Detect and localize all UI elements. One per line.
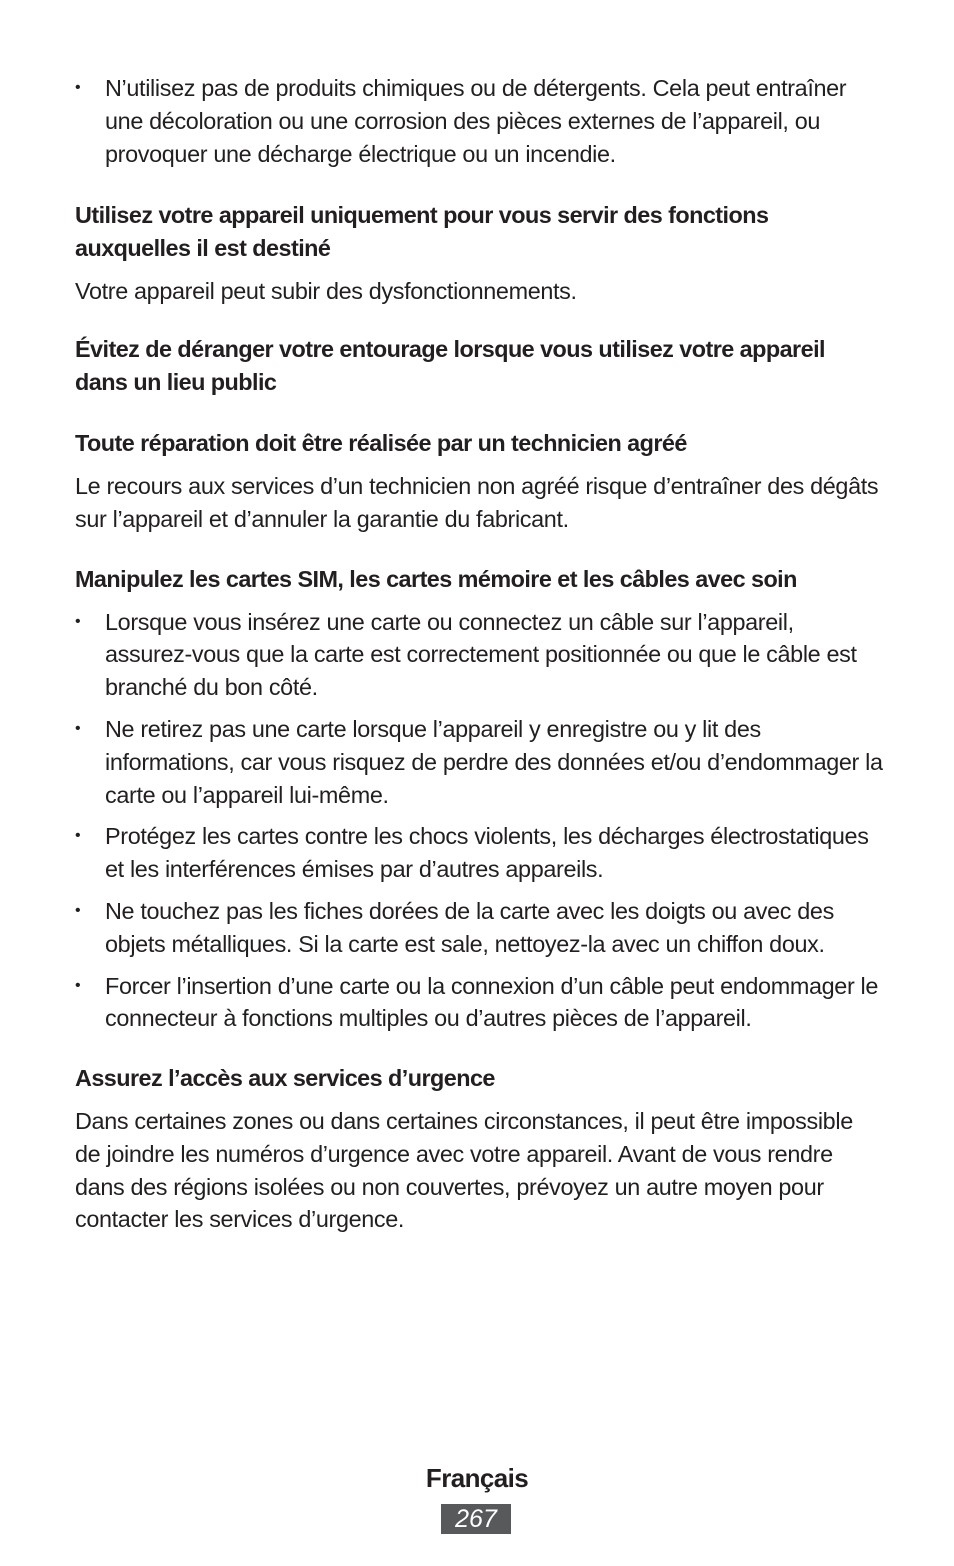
section-heading-repair: Toute réparation doit être réalisée par un technicien agréé — [75, 430, 687, 457]
list-item — [75, 820, 883, 886]
list-item — [75, 606, 883, 704]
list-item — [75, 970, 883, 1036]
list-item — [75, 895, 883, 961]
section-text-repair: Le recours aux services d’un technicien non agréé risque d’entraîner des dégâts sur l’appareil et d’annuler la garantie du fabricant. — [75, 473, 879, 532]
bullet-icon: • — [75, 612, 81, 630]
section-heading-emergency: Assurez l’accès aux services d’urgence — [75, 1065, 495, 1092]
cards-bullet-list — [75, 606, 883, 1036]
list-item — [75, 72, 883, 170]
bullet-icon: • — [75, 719, 81, 737]
section-heading-public: Évitez de déranger votre entourage lorsque vous utilisez votre appareil dans un lieu public — [75, 335, 825, 395]
bullet-icon: • — [75, 901, 81, 919]
list-item-text: Forcer l’insertion d’une carte ou la connexion d’un câble peut endommager le connecteur à fonctions multiples ou d’autres pièces de l’appareil. — [105, 972, 879, 1032]
list-item — [75, 713, 883, 811]
document-page — [75, 72, 883, 1236]
section-heading-usage: Utilisez votre appareil uniquement pour vous servir des fonctions auxquelles il est destiné — [75, 202, 769, 262]
list-item-text: N’utilisez pas de produits chimiques ou de détergents. Cela peut entraîner une décoloration ou une corrosion des pièces externes de l’appareil, ou provoquer une décharge électrique ou un incendie. — [105, 75, 847, 167]
bullet-icon: • — [75, 827, 81, 845]
bullet-icon: • — [75, 79, 81, 96]
footer-language: Français — [425, 1463, 529, 1493]
bullet-icon: • — [75, 976, 81, 994]
list-item-text: Ne retirez pas une carte lorsque l’appareil y enregistre ou y lit des informations, car vous risquez de perdre des données et/ou d’endommager la carte ou l’appareil lui-même. — [105, 715, 883, 808]
intro-bullet-list — [75, 72, 883, 170]
list-item-text: Lorsque vous insérez une carte ou connectez un câble sur l’appareil, assurez-vous que la carte est correctement positionnée ou que le câble est branché du bon côté. — [105, 608, 857, 701]
list-item-text: Ne touchez pas les fiches dorées de la carte avec les doigts ou avec des objets métalliques. Si la carte est sale, nettoyez-la avec un chiffon doux. — [105, 897, 834, 957]
section-heading-cards: Manipulez les cartes SIM, les cartes mémoire et les câbles avec soin — [75, 565, 797, 592]
section-text-usage: Votre appareil peut subir des dysfonctionnements. — [75, 277, 577, 304]
section-text-emergency: Dans certaines zones ou dans certaines circonstances, il peut être impossible de joindre les numéros d’urgence avec votre appareil. Avant de vous rendre dans des régions isolées ou non couvertes, prévoyez un autre moyen pour contacter les services d’urgence. — [75, 1107, 853, 1233]
page-number: 267 — [441, 1504, 511, 1534]
list-item-text: Protégez les cartes contre les chocs violents, les décharges électrostatiques et les interférences émises par d’autres appareils. — [105, 823, 869, 883]
